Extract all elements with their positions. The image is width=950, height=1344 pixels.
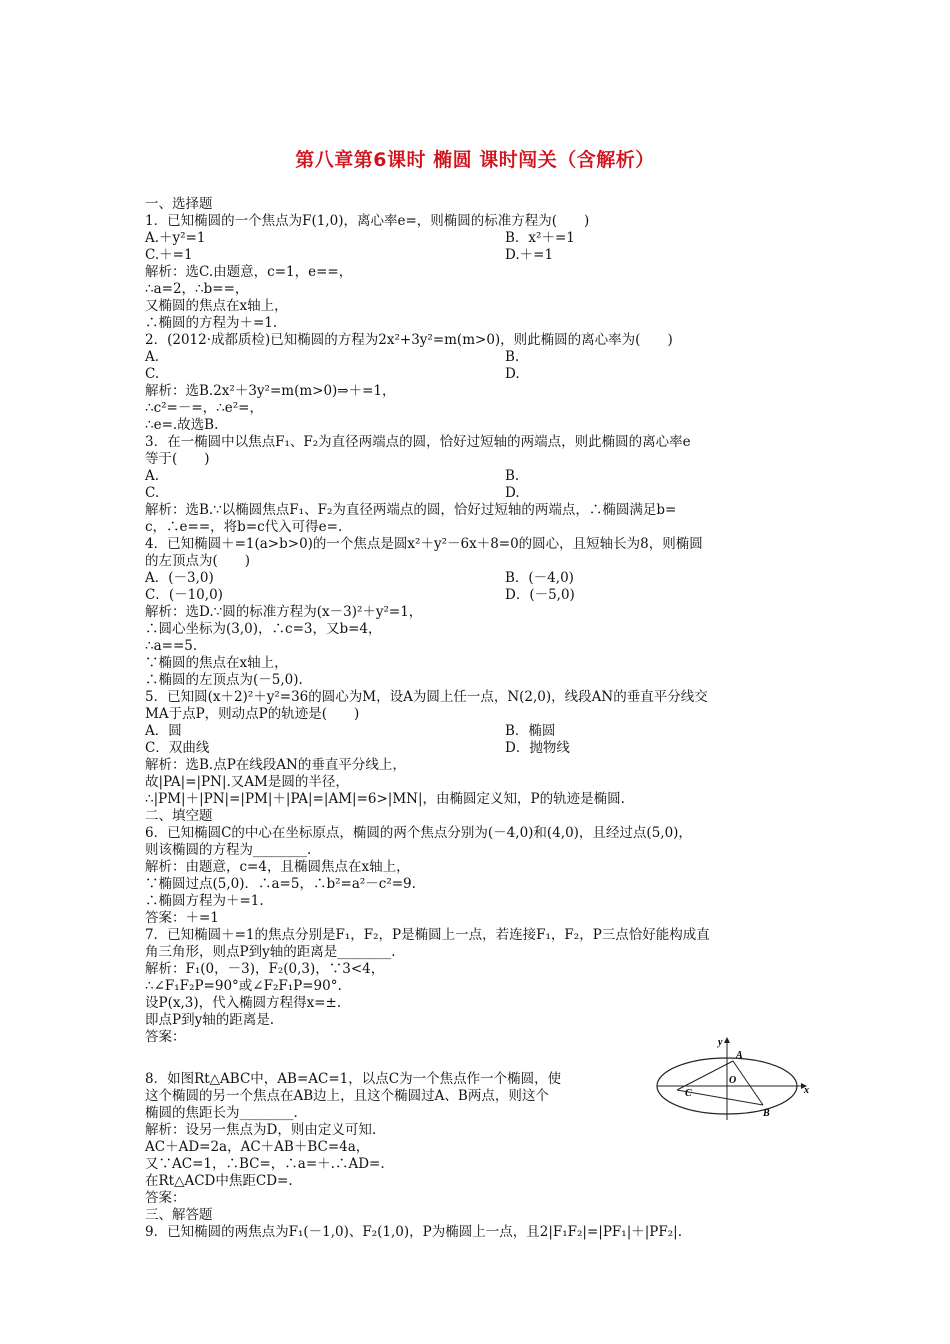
solution-line: ∴a==5. <box>145 638 198 654</box>
option-c: C. <box>145 485 160 501</box>
options-row <box>145 366 810 383</box>
solution-line: ∴a=2，∴b==， <box>145 281 249 297</box>
option-b: B．椭圆 <box>505 723 556 739</box>
page-title: 第八章第6课时 椭圆 课时闯关（含解析） <box>295 149 655 171</box>
option-b: B. <box>505 468 520 484</box>
solution-line: ∴∠F₁F₂P=90°或∠F₂F₁P=90°. <box>145 978 342 994</box>
question-stem: 1．已知椭圆的一个焦点为F(1,0)，离心率e=，则椭圆的标准方程为( ) <box>145 213 590 229</box>
option-c: C．双曲线 <box>145 740 210 756</box>
solution-line: 在Rt△ACD中焦距CD=. <box>145 1173 293 1189</box>
question-stem: 3．在一椭圆中以焦点F₁、F₂为直径两端点的圆，恰好过短轴的两端点，则此椭圆的离心率e <box>145 434 691 450</box>
options-row <box>145 230 810 247</box>
question-stem: 这个椭圆的另一个焦点在AB边上，且这个椭圆过A、B两点，则这个 <box>145 1088 549 1104</box>
question-stem: 椭圆的焦距长为________. <box>145 1105 298 1121</box>
options-row <box>145 485 810 502</box>
options-row <box>145 723 810 740</box>
question-stem: 7．已知椭圆＋=1的焦点分别是F₁，F₂，P是椭圆上一点，若连接F₁，F₂，P三点恰好能构成直 <box>145 927 710 943</box>
y-label: y <box>718 1037 723 1048</box>
option-a: A. <box>145 468 160 484</box>
question-stem: 等于( ) <box>145 451 210 467</box>
option-d: D.＋=1 <box>505 247 554 263</box>
point-c-label: C <box>685 1088 692 1099</box>
solution-line: 解析：F₁(0，－3)，F₂(0,3)，∵3<4， <box>145 961 385 977</box>
option-d: D．(－5,0) <box>505 587 575 603</box>
option-d: D. <box>505 485 520 501</box>
question-stem: 则该椭圆的方程为________. <box>145 842 312 858</box>
question-stem: 5．已知圆(x＋2)²＋y²=36的圆心为M，设A为圆上任一点，N(2,0)，线段AN的垂直平分线交 <box>145 689 708 705</box>
question-stem: MA于点P，则动点P的轨迹是( ) <box>145 706 360 722</box>
answer-line: 答案： <box>145 1029 186 1045</box>
solution-line: ∴c²=－=，∴e²=， <box>145 400 263 416</box>
point-o-label: O <box>729 1075 737 1086</box>
solution-line: 解析：设另一焦点为D，则由定义可知. <box>145 1122 377 1138</box>
options-row <box>145 468 810 485</box>
solution-line: 即点P到y轴的距离是. <box>145 1012 275 1028</box>
section-heading: 一、选择题 <box>145 196 213 212</box>
y-axis-arrow <box>724 1037 730 1043</box>
option-b: B．(－4,0) <box>505 570 574 586</box>
solution-line: 解析：由题意，c=4，且椭圆焦点在x轴上， <box>145 859 410 875</box>
option-d: D. <box>505 366 520 382</box>
question-stem: 9．已知椭圆的两焦点为F₁(－1,0)、F₂(1,0)，P为椭圆上一点，且2|F₁F₂|=|PF₁|＋|PF₂|. <box>145 1224 683 1240</box>
solution-line: ∵椭圆过点(5,0)．∴a=5，∴b²=a²－c²=9. <box>145 876 416 892</box>
options-row <box>145 349 810 366</box>
point-a-label: A <box>736 1050 743 1061</box>
question-stem: 8．如图Rt△ABC中，AB=AC=1，以点C为一个焦点作一个椭圆，使 <box>145 1071 562 1087</box>
solution-line: 又椭圆的焦点在x轴上， <box>145 298 288 314</box>
question-stem: 的左顶点为( ) <box>145 553 251 569</box>
question-stem: 4．已知椭圆＋=1(a>b>0)的一个焦点是圆x²＋y²－6x＋8=0的圆心，且短轴长为8，则椭圆 <box>145 536 703 552</box>
answer-line: 答案：＋=1 <box>145 910 219 926</box>
options-row <box>145 570 810 587</box>
solution-line: c，∴e==，将b=c代入可得e=. <box>145 519 343 535</box>
solution-line: ∴椭圆的左顶点为(－5,0). <box>145 672 303 688</box>
option-b: B. <box>505 349 520 365</box>
point-b-label: B <box>763 1108 770 1119</box>
solution-line: 解析：选B.∵以椭圆焦点F₁、F₂为直径两端点的圆，恰好过短轴的两端点，∴椭圆满足b= <box>145 502 677 518</box>
solution-line: ∴e=.故选B. <box>145 417 219 433</box>
options-row <box>145 247 810 264</box>
options-row <box>145 587 810 604</box>
question-stem: 角三角形，则点P到y轴的距离是________. <box>145 944 396 960</box>
solution-line: 解析：选C.由题意，c=1，e==， <box>145 264 353 280</box>
solution-line: ∴|PM|＋|PN|=|PM|＋|PA|=|AM|=6>|MN|，由椭圆定义知，P的轨迹是椭圆. <box>145 791 625 807</box>
solution-line: 又∵AC=1，∴BC=，∴a=＋.∴AD=. <box>145 1156 385 1172</box>
section-heading: 三、解答题 <box>145 1207 213 1223</box>
x-label: x <box>804 1085 809 1096</box>
solution-line: 设P(x,3)，代入椭圆方程得x=±. <box>145 995 342 1011</box>
segment-ab <box>733 1061 763 1105</box>
solution-line: ∴圆心坐标为(3,0)，∴c=3，又b=4， <box>145 621 382 637</box>
solution-line: AC＋AD=2a，AC＋AB＋BC=4a， <box>145 1139 370 1155</box>
answer-line: 答案： <box>145 1190 186 1206</box>
option-c: C.＋=1 <box>145 247 193 263</box>
question-stem: 2．(2012·成都质检)已知椭圆的方程为2x²+3y²=m(m>0)，则此椭圆的离心率为( ) <box>145 332 673 348</box>
options-row <box>145 740 810 757</box>
option-a: A．(－3,0) <box>145 570 214 586</box>
solution-line: 解析：选D.∵圆的标准方程为(x－3)²＋y²=1， <box>145 604 423 620</box>
ellipse-figure <box>655 1036 811 1124</box>
option-b: B．x²＋=1 <box>505 230 575 246</box>
question-stem: 6．已知椭圆C的中心在坐标原点，椭圆的两个焦点分别为(－4,0)和(4,0)，且经过点(5,0)， <box>145 825 692 841</box>
solution-line: ∴椭圆的方程为＋=1. <box>145 315 278 331</box>
solution-line: ∴椭圆方程为＋=1. <box>145 893 264 909</box>
solution-line: ∵椭圆的焦点在x轴上， <box>145 655 288 671</box>
solution-line: 解析：选B.点P在线段AN的垂直平分线上， <box>145 757 406 773</box>
option-a: A. <box>145 349 160 365</box>
section-heading: 二、填空题 <box>145 808 213 824</box>
solution-line: 故|PA|=|PN|.又AM是圆的半径， <box>145 774 349 790</box>
option-a: A.＋y²=1 <box>145 230 206 246</box>
option-d: D．抛物线 <box>505 740 570 756</box>
option-c: C. <box>145 366 160 382</box>
option-a: A．圆 <box>145 723 182 739</box>
option-c: C．(－10,0) <box>145 587 223 603</box>
solution-line: 解析：选B.2x²＋3y²=m(m>0)⇒＋=1， <box>145 383 396 399</box>
